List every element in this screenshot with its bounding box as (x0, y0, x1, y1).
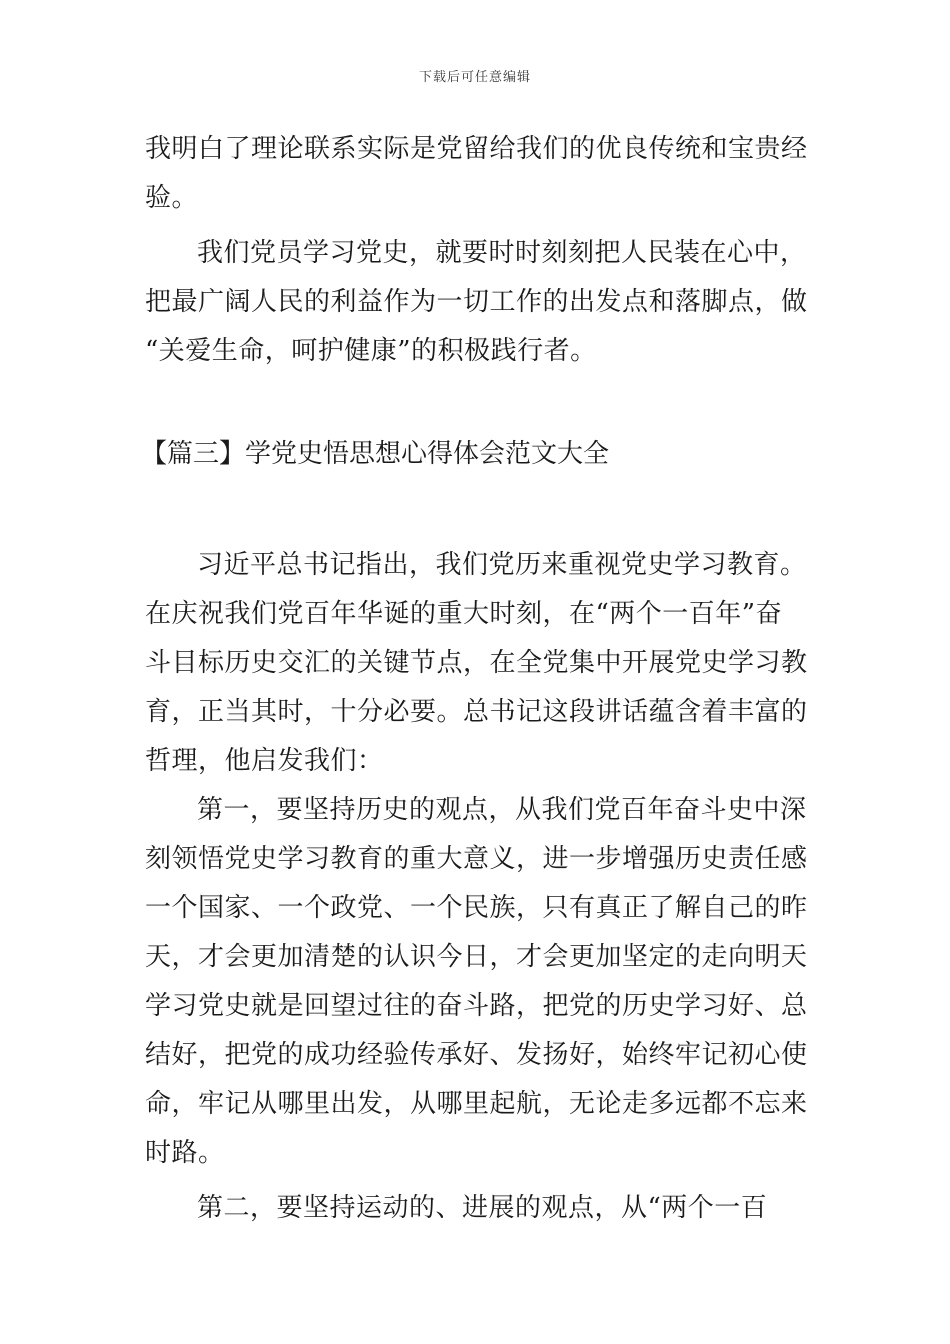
page-header: 下载后可任意编辑 (418, 70, 531, 85)
paragraph-5 (145, 1184, 810, 1233)
paragraph-line: 命，牢记从哪里出发，从哪里起航，无论走多远都不忘来 (145, 1089, 808, 1119)
section-heading: 【篇三】学党史悟思想心得体会范文大全 (141, 439, 610, 469)
paragraph-line: 时路。 (145, 1138, 225, 1168)
paragraph-line: 学习党史就是回望过往的奋斗路，把党的历史学习好、总 (145, 991, 808, 1021)
paragraph-line: 刻领悟党史学习教育的重大意义，进一步增强历史责任感 (145, 844, 808, 874)
paragraph-line: 育，正当其时，十分必要。总书记这段讲话蕴含着丰富的 (145, 697, 808, 727)
paragraph-2 (145, 229, 810, 376)
paragraph-line: 习近平总书记指出，我们党历来重视党史学习教育。 (197, 550, 807, 580)
paragraph-line: 天，才会更加清楚的认识今日，才会更加坚定的走向明天 (145, 942, 808, 972)
paragraph-3 (145, 541, 810, 786)
paragraph-line: 验。 (145, 183, 199, 213)
paragraph-line: 斗目标历史交汇的关键节点，在全党集中开展党史学习教 (145, 648, 808, 678)
paragraph-line: 第一，要坚持历史的观点，从我们党百年奋斗史中深 (197, 795, 807, 825)
paragraph-line: 我们党员学习党史，就要时时刻刻把人民装在心中， (197, 238, 807, 268)
paragraph-line: “关爱生命，呵护健康”的积极践行者。 (145, 336, 597, 366)
paragraph-line: 在庆祝我们党百年华诞的重大时刻，在“两个一百年”奋 (145, 599, 783, 629)
paragraph-line: 一个国家、一个政党、一个民族，只有真正了解自己的昨 (145, 893, 808, 923)
paragraph-line: 把最广阔人民的利益作为一切工作的出发点和落脚点，做 (145, 287, 808, 317)
document-body (141, 125, 810, 1233)
paragraph-line: 哲理，他启发我们： (145, 746, 384, 776)
paragraph-4 (145, 786, 810, 1178)
paragraph-line: 我明白了理论联系实际是党留给我们的优良传统和宝贵经 (145, 134, 808, 164)
paragraph-line: 第二，要坚持运动的、进展的观点，从“两个一百 (197, 1193, 768, 1223)
paragraph-line: 结好，把党的成功经验传承好、发扬好，始终牢记初心使 (145, 1040, 808, 1070)
paragraph-1 (145, 125, 810, 223)
